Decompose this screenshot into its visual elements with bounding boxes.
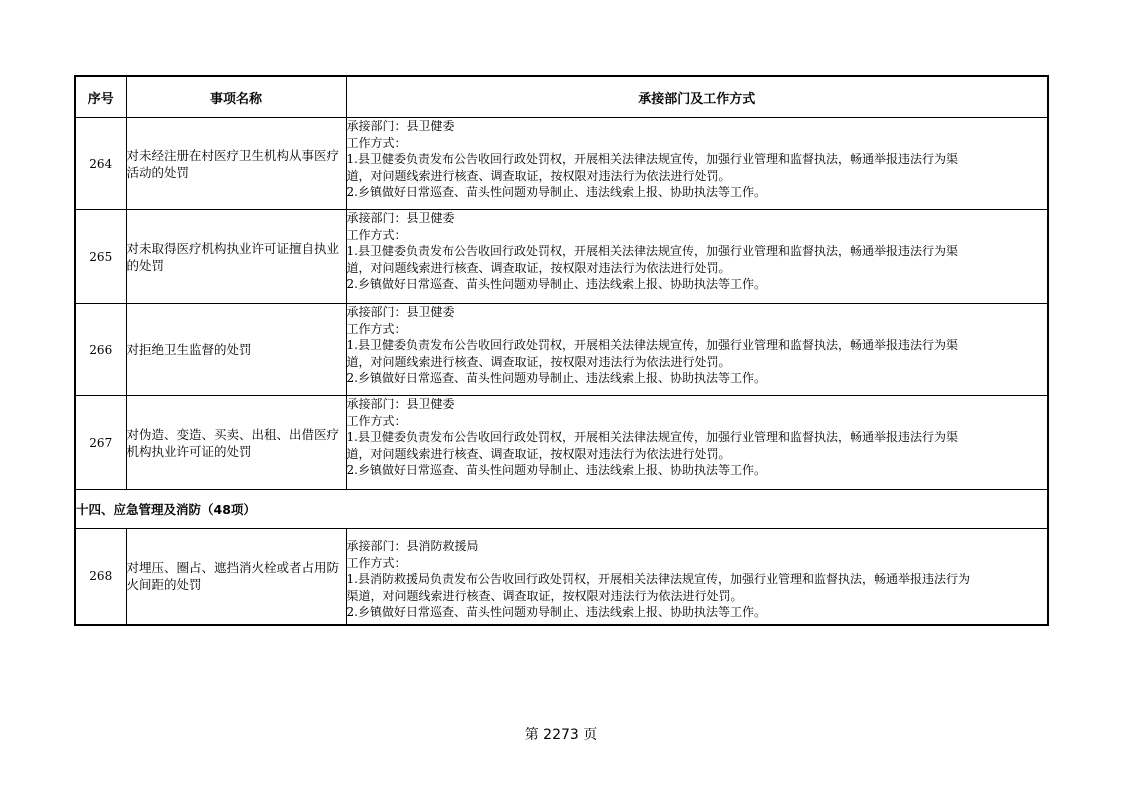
table-row [75,118,1048,210]
row-name: 对未取得医疗机构执业许可证擅自执业的处罚 [126,210,346,304]
desc-line: 2.乡镇做好日常巡查、苗头性问题劝导制止、违法线索上报、协助执法等工作。 [346,605,766,619]
row-num: 265 [75,210,126,304]
table-row [75,210,1048,304]
section-row [75,490,1048,529]
table-row [75,304,1048,396]
desc-line: 承接部门：县卫健委 [346,305,455,319]
table-row [75,529,1048,625]
row-desc [346,529,1048,625]
desc-line: 2.乡镇做好日常巡查、苗头性问题劝导制止、违法线索上报、协助执法等工作。 [346,277,766,291]
header-num: 序号 [75,76,126,118]
page-number: 第 2273 页 [524,727,598,743]
desc-line: 工作方式： [346,555,407,570]
row-name: 对伪造、变造、买卖、出租、出借医疗机构执业许可证的处罚 [126,396,346,490]
desc-line: 1.县卫健委负责发布公告收回行政处罚权，开展相关法律法规宣传，加强行业管理和监督执法，畅通举报违法行为渠 [346,244,958,258]
desc-line: 1.县卫健委负责发布公告收回行政处罚权，开展相关法律法规宣传，加强行业管理和监督执法，畅通举报违法行为渠 [346,152,958,166]
row-desc [346,118,1048,210]
row-num: 264 [75,118,126,210]
table-row [75,396,1048,490]
desc-line: 1.县卫健委负责发布公告收回行政处罚权，开展相关法律法规宣传，加强行业管理和监督执法，畅通举报违法行为渠 [346,430,958,444]
desc-line: 承接部门：县卫健委 [346,119,455,133]
items-table [74,75,1049,626]
row-num: 268 [75,529,126,625]
row-desc [346,210,1048,304]
table-header-row [75,76,1048,118]
desc-line: 道，对问题线索进行核查、调查取证，按权限对违法行为依法进行处罚。 [346,260,731,275]
desc-line: 渠道，对问题线索进行核查、调查取证，按权限对违法行为依法进行处罚。 [346,588,743,603]
row-desc [346,304,1048,396]
desc-line: 承接部门：县消防救援局 [346,539,479,553]
desc-line: 道，对问题线索进行核查、调查取证，按权限对违法行为依法进行处罚。 [346,168,731,183]
desc-line: 工作方式： [346,413,407,428]
desc-line: 工作方式： [346,135,407,150]
row-name: 对拒绝卫生监督的处罚 [126,304,346,396]
desc-line: 工作方式： [346,227,407,242]
desc-line: 2.乡镇做好日常巡查、苗头性问题劝导制止、违法线索上报、协助执法等工作。 [346,185,766,199]
row-name: 对未经注册在村医疗卫生机构从事医疗活动的处罚 [126,118,346,210]
header-name: 事项名称 [126,76,346,118]
desc-line: 工作方式： [346,321,407,336]
desc-line: 2.乡镇做好日常巡查、苗头性问题劝导制止、违法线索上报、协助执法等工作。 [346,463,766,477]
section-title: 十四、应急管理及消防（48项） [75,490,1048,529]
desc-line: 道，对问题线索进行核查、调查取证，按权限对违法行为依法进行处罚。 [346,354,731,369]
row-num: 267 [75,396,126,490]
desc-line: 1.县卫健委负责发布公告收回行政处罚权，开展相关法律法规宣传，加强行业管理和监督执法，畅通举报违法行为渠 [346,338,958,352]
row-name: 对埋压、圈占、遮挡消火栓或者占用防火间距的处罚 [126,529,346,625]
row-desc [346,396,1048,490]
row-num: 266 [75,304,126,396]
desc-line: 2.乡镇做好日常巡查、苗头性问题劝导制止、违法线索上报、协助执法等工作。 [346,371,766,385]
header-desc: 承接部门及工作方式 [346,76,1048,118]
desc-line: 1.县消防救援局负责发布公告收回行政处罚权，开展相关法律法规宣传，加强行业管理和监督执法，畅通举报违法行为 [346,572,970,586]
desc-line: 道，对问题线索进行核查、调查取证，按权限对违法行为依法进行处罚。 [346,446,731,461]
desc-line: 承接部门：县卫健委 [346,397,455,411]
desc-line: 承接部门：县卫健委 [346,211,455,225]
